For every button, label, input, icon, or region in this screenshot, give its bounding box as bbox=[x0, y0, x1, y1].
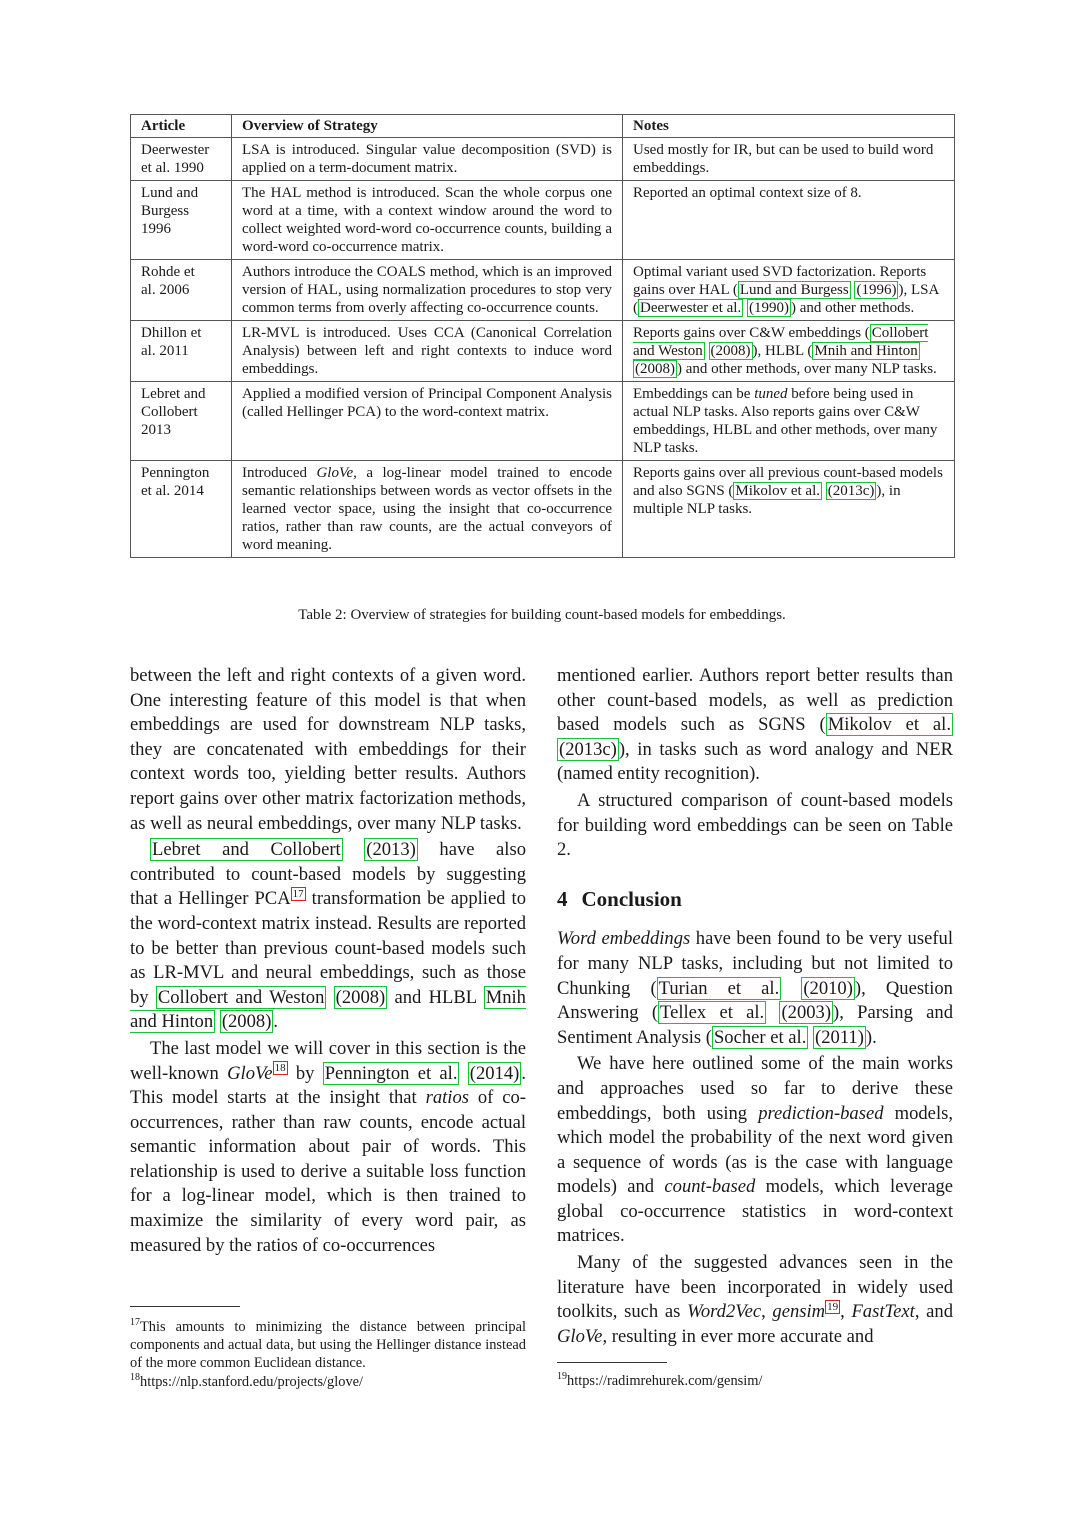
citation-link[interactable]: Mikolov et al. bbox=[827, 714, 952, 736]
citation-year-link[interactable]: (2008) bbox=[221, 1011, 272, 1033]
table-row bbox=[131, 181, 955, 260]
footnote-divider bbox=[130, 1306, 240, 1307]
citation-link[interactable]: Turian et al. bbox=[658, 977, 780, 999]
notes-cell: Reported an optimal context size of 8. bbox=[623, 181, 955, 260]
notes-cell: Used mostly for IR, but can be used to build word embeddings. bbox=[623, 138, 955, 181]
citation-year-link[interactable]: (2010) bbox=[803, 977, 853, 999]
article-cell: Deerwester et al. 1990 bbox=[131, 138, 232, 181]
citation-link[interactable]: Socher et al. bbox=[713, 1026, 807, 1048]
right-column bbox=[557, 664, 953, 1349]
footnote-marker[interactable]: 19 bbox=[827, 1301, 839, 1314]
citation-year-link[interactable]: (2013c) bbox=[827, 483, 875, 499]
citation-link[interactable]: Tellex et al. bbox=[660, 1002, 765, 1024]
header-overview: Overview of Strategy bbox=[232, 115, 623, 138]
footnote-marker[interactable]: 18 bbox=[274, 1062, 286, 1075]
citation-year-link[interactable]: (2008) bbox=[635, 361, 675, 377]
citation-year-link[interactable]: (2013) bbox=[366, 839, 416, 861]
citation-year-link[interactable]: (2011) bbox=[815, 1026, 864, 1048]
header-article: Article bbox=[131, 115, 232, 138]
table-row bbox=[131, 382, 955, 461]
footnote-divider bbox=[557, 1362, 667, 1363]
notes-cell: Reports gains over C&W embeddings ( Collobert and Weston (2008) ), HLBL ( Mnih and Hinton (2008) ) and other methods, over many NLP tasks. bbox=[623, 321, 955, 382]
citation-link[interactable]: Collobert and Weston bbox=[157, 986, 325, 1008]
table-header-row bbox=[131, 115, 955, 138]
notes-cell: Reports gains over all previous count-based models and also SGNS ( Mikolov et al. (2013c) ), in multiple NLP tasks. bbox=[623, 461, 955, 558]
citation-link[interactable]: Lund and Burgess bbox=[739, 282, 849, 298]
overview-cell: Introduced GloVe, a log-linear model trained to encode semantic relationships between words as vector offsets in the learned vector space, using the insight that co-occurrence ratios, rather than raw counts, are the actual conveyors of word meaning. bbox=[232, 461, 623, 558]
overview-cell: The HAL method is introduced. Scan the whole corpus one word at a time, with a context window around the word to collect weighted word-word co-occurrence counts, building a word-word co-occurrence matrix. bbox=[232, 181, 623, 260]
notes-cell: Embeddings can be tuned before being used in actual NLP tasks. Also reports gains over C&W embeddings, HLBL and other methods, over many NLP tasks. bbox=[623, 382, 955, 461]
table-row bbox=[131, 138, 955, 181]
citation-year-link[interactable]: (2014) bbox=[469, 1062, 520, 1084]
citation-link[interactable]: Lebret and Collobert bbox=[152, 839, 341, 861]
footnote: $^{18}$https://nlp.stanford.edu/projects/glove/ bbox=[130, 1372, 364, 1390]
footnote: $^{19}$https://radimrehurek.com/gensim/ bbox=[557, 1371, 763, 1389]
overview-cell: LR-MVL is introduced. Uses CCA (Canonical Correlation Analysis) between left and right contexts to induce word embeddings. bbox=[232, 321, 623, 382]
article-cell: Pennington et al. 2014 bbox=[131, 461, 232, 558]
header-notes: Notes bbox=[623, 115, 955, 138]
left-column bbox=[130, 664, 526, 1258]
article-cell: Lebret and Collobert 2013 bbox=[131, 382, 232, 461]
footnote: $^{17}$This amounts to minimizing the distance between principal components and actual data, but using the Hellinger distance instead of the more common Euclidean distance. bbox=[130, 1317, 526, 1371]
paragraph: The last model we will cover in this section is the well-known GloVe $^{18}$ by Pennington et al. (2014) . This model starts at the insight that ratios of co-occurrences, rather than raw counts, encode actual semantic information about pair of words. This relationship is used to derive a suitable loss function for a log-linear model, which is then trained to maximize the similarity of every word pair, as measured by the ratios of co-occurrences bbox=[130, 1037, 526, 1256]
notes-cell: Optimal variant used SVD factorization. Reports gains over HAL ( Lund and Burgess (1996) ), LSA ( Deerwester et al. (1990) ) and other methods. bbox=[623, 260, 955, 321]
citation-year-link[interactable]: (1996) bbox=[856, 282, 897, 298]
footnote-marker[interactable]: 17 bbox=[292, 888, 304, 901]
citation-year-link[interactable]: (2008) bbox=[335, 986, 386, 1008]
table-row bbox=[131, 461, 955, 558]
paragraph: mentioned earlier. Authors report better results than other count-based models, as well as prediction based models such as SGNS ( Mikolov et al. (2013c) ), in tasks such as word analogy and NER (named entity recognition). bbox=[557, 665, 953, 785]
article-cell: Dhillon et al. 2011 bbox=[131, 321, 232, 382]
article-cell: Lund and Burgess 1996 bbox=[131, 181, 232, 260]
citation-link[interactable]: Mnih and Hinton bbox=[814, 343, 918, 359]
overview-cell: LSA is introduced. Singular value decomposition (SVD) is applied on a term-document matrix. bbox=[232, 138, 623, 181]
paragraph: Many of the suggested advances seen in the literature have been incorporated in widely used toolkits, such as Word2Vec, gensim $^{19}$ , FastText, and GloVe, resulting in ever more accurate and bbox=[557, 1252, 953, 1347]
paragraph: We have here outlined some of the main works and approaches used so far to derive these embeddings, both using prediction-based models, which model the probability of the next word given a sequence of words (as is the case with language models) and count-based models, which leverage global co-occurrence statistics in word-context matrices. bbox=[557, 1053, 953, 1247]
citation-year-link[interactable]: (2003) bbox=[781, 1002, 832, 1024]
strategies-table bbox=[130, 114, 955, 558]
citation-year-link[interactable]: (1990) bbox=[748, 300, 789, 316]
table-row bbox=[131, 321, 955, 382]
citation-link[interactable]: Collobert and Weston bbox=[633, 325, 929, 359]
citation-link[interactable]: Mikolov et al. bbox=[735, 483, 820, 499]
paragraph: Word embeddings have been found to be very useful for many NLP tasks, including but not limited to Chunking ( Turian et al. (2010) ), Question Answering ( Tellex et al. (2003) ), Parsing and Sentiment Analysis ( Socher et al. (2011) ). bbox=[557, 928, 953, 1048]
table-row bbox=[131, 260, 955, 321]
paragraph: between the left and right contexts of a given word. One interesting feature of this model is that when embeddings are used for downstream NLP tasks, they are concatenated with embeddings for their context words too, yielding better results. Authors report gains over other matrix factorization methods, as well as neural embeddings, over many NLP tasks. bbox=[130, 665, 526, 834]
paragraph: A structured comparison of count-based models for building word embeddings can be seen on Table 2. bbox=[557, 789, 953, 861]
article-cell: Rohde et al. 2006 bbox=[131, 260, 232, 321]
overview-cell: Applied a modified version of Principal Component Analysis (called Hellinger PCA) to the word-context matrix. bbox=[232, 382, 623, 461]
table-caption: Table 2: Overview of strategies for building count-based models for embeddings. bbox=[298, 607, 786, 623]
paragraph: Lebret and Collobert (2013) have also contributed to count-based models by suggesting that a Hellinger PCA $^{17}$ transformation be applied to the word-context matrix instead. Results are reported to be better than previous count-based models such as LR-MVL and neural embeddings, such as those by Collobert and Weston (2008) and HLBL Mnih and Hinton (2008) . bbox=[130, 839, 526, 1033]
citation-link[interactable]: Deerwester et al. bbox=[640, 300, 742, 316]
section-heading bbox=[557, 887, 953, 912]
overview-cell: Authors introduce the COALS method, which is an improved version of HAL, using normalization procedures to stop very common terms from overly affecting co-occurrence counts. bbox=[232, 260, 623, 321]
citation-link[interactable]: Pennington et al. bbox=[324, 1062, 458, 1084]
section-number: 4 bbox=[557, 886, 568, 911]
citation-year-link[interactable]: (2008) bbox=[710, 343, 751, 359]
section-title: Conclusion bbox=[581, 886, 682, 911]
citation-year-link[interactable]: (2013c) bbox=[559, 738, 617, 760]
citation-link[interactable]: Mnih and Hinton bbox=[130, 986, 526, 1033]
